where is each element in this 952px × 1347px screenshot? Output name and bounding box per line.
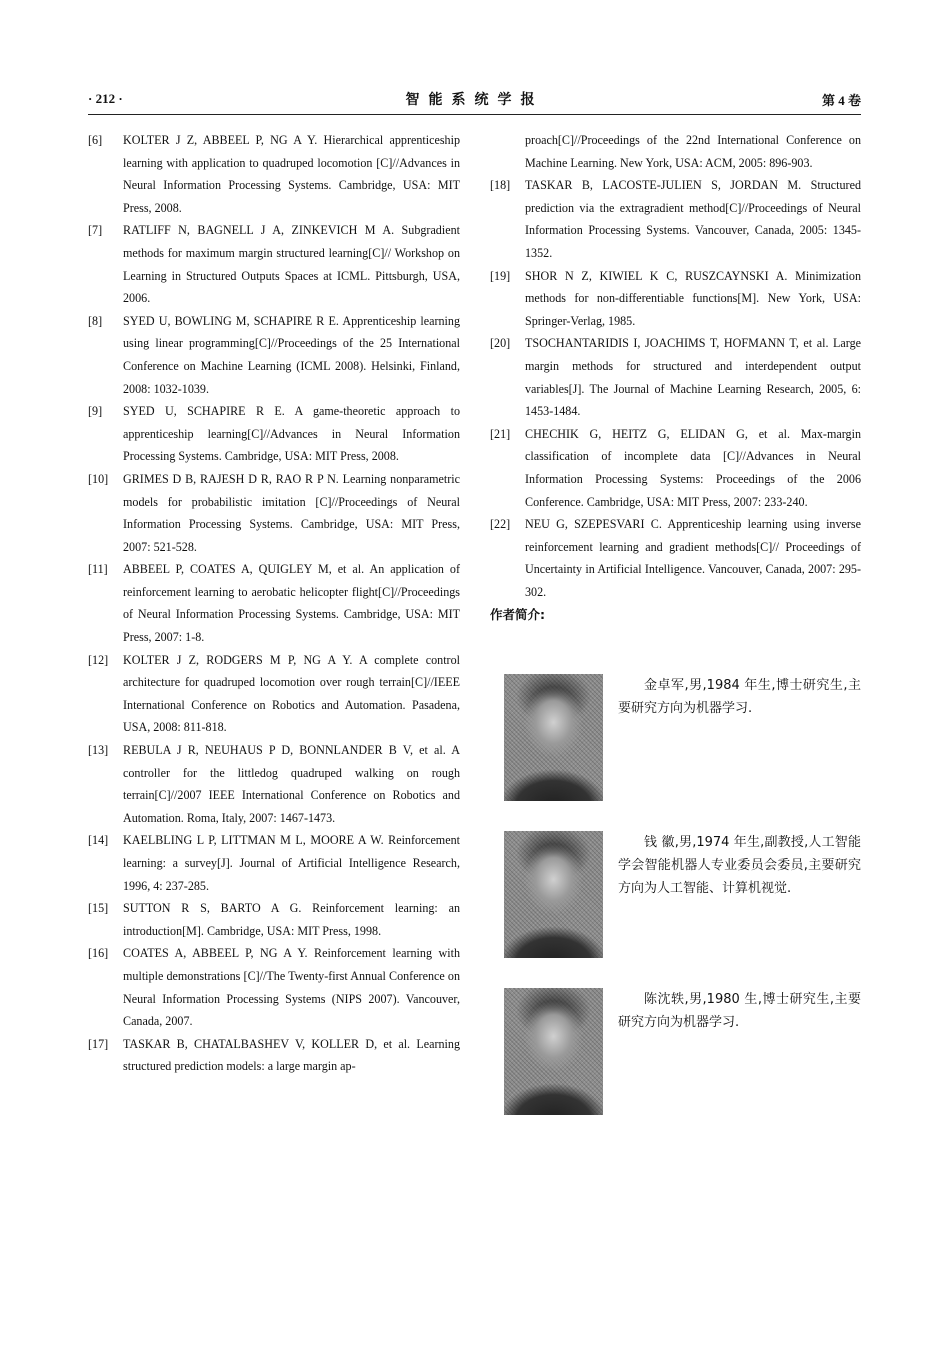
author-photo [504, 674, 603, 801]
reference-text: ABBEEL P, COATES A, QUIGLEY M, et al. An application of reinforcement learning to aerobatic helicopter flight[C]//Proceedings of Neural Information Processing Systems. Cambridge, USA: MIT Press, 2007: 1-8. [123, 562, 460, 645]
reference-text: KOLTER J Z, ABBEEL P, NG A Y. Hierarchical apprenticeship learning with application to quadruped locomotion [C]//Advances in Neural Information Processing Systems. Cambridge, USA: MIT Press, 2008. [123, 133, 460, 215]
reference-text: SYED U, SCHAPIRE R E. A game-theoretic approach to apprenticeship learning[C]//Advances in Neural Information Processing Systems. Cambridge, USA: MIT Press, 2008. [123, 404, 460, 464]
reference-text: proach[C]//Proceedings of the 22nd International Conference on Machine Learning. New York, USA: ACM, 2005: 896-903. [525, 133, 861, 170]
reference-number: [10] [88, 471, 109, 486]
reference-number: [7] [88, 223, 103, 238]
reference-text: NEU G, SZEPESVARI C. Apprenticeship learning using inverse reinforcement learning and gradient methods[C]// Proceedings of Uncertainty in Artificial Intelligence. Vancouver, Canada, 2007: 295-302. [525, 517, 861, 599]
reference-number: [17] [88, 1036, 109, 1051]
reference-item [88, 400, 460, 468]
author-photo [504, 988, 603, 1115]
reference-text: CHECHIK G, HEITZ G, ELIDAN G, et al. Max-margin classification of incomplete data [C]//Advances in Neural Information Processing Systems: Proceedings of the 2006 Conference. Cambridge, USA: MIT Press, 2007: 233-240. [525, 426, 861, 509]
reference-number: [12] [88, 652, 109, 667]
reference-number: [15] [88, 901, 109, 916]
author-photo [504, 831, 603, 958]
reference-text: SHOR N Z, KIWIEL K C, RUSZCAYNSKI A. Minimization methods for non-differentiable functions[M]. New York, USA: Springer-Verlag, 1985. [525, 268, 861, 328]
reference-item [490, 423, 861, 513]
reference-number: [22] [490, 517, 511, 532]
reference-number: [19] [490, 268, 511, 283]
reference-item [490, 265, 861, 333]
reference-number: [21] [490, 426, 511, 441]
author-bio-heading: 作者简介: [490, 607, 545, 623]
reference-text: TSOCHANTARIDIS I, JOACHIMS T, HOFMANN T, et al. Large margin methods for structured and interdependent output variables[J]. The Journal of Machine Learning Research, 2005, 6: 1453-1484. [525, 336, 861, 419]
reference-item [88, 829, 460, 897]
reference-item [490, 129, 861, 174]
author-bio-text: 陈沈轶,男,1980 生,博士研究生,主要研究方向为机器学习. [618, 992, 861, 1030]
reference-item [88, 739, 460, 829]
reference-text: TASKAR B, LACOSTE-JULIEN S, JORDAN M. Structured prediction via the extragradient method[C]//Proceedings of Neural Information Processing Systems. Vancouver, Canada, 2005: 1345-1352. [525, 178, 861, 260]
reference-item [88, 219, 460, 309]
reference-item [88, 649, 460, 739]
reference-number: [6] [88, 133, 103, 147]
reference-item [88, 942, 460, 1032]
reference-item [490, 513, 861, 603]
reference-text: SYED U, BOWLING M, SCHAPIRE R E. Apprenticeship learning using linear programming[C]//Proceedings of the 25 International Conference on Machine Learning (ICML 2008). Helsinki, Finland, 2008: 1032-1039. [123, 313, 460, 396]
running-header [88, 86, 861, 112]
reference-item [88, 897, 460, 942]
reference-number: [14] [88, 833, 109, 848]
reference-text: KOLTER J Z, RODGERS M P, NG A Y. A complete control architecture for quadruped locomotion over rough terrain[C]//IEEE International Conference on Robotics and Automation. Pasadena, USA, 2008: 811-818. [123, 652, 460, 735]
volume-label: 第 4 卷 [821, 93, 861, 108]
reference-number: [8] [88, 313, 103, 328]
reference-text: COATES A, ABBEEL P, NG A Y. Reinforcement learning with multiple demonstrations [C]//The Twenty-first Annual Conference on Neural Information Processing Systems (NIPS 2007). Vancouver, Canada, 2007. [123, 946, 460, 1029]
author-bio-text: 钱 徽,男,1974 年生,副教授,人工智能学会智能机器人专业委员会委员,主要研究方向为人工智能、计算机视觉. [618, 835, 861, 896]
author-bio [490, 988, 861, 1118]
reference-number: [18] [490, 178, 511, 193]
reference-item [88, 468, 460, 558]
reference-number: [9] [88, 404, 103, 419]
reference-number: [20] [490, 336, 511, 351]
journal-title: 智能系统学报 [405, 93, 544, 108]
author-bio [490, 831, 861, 961]
author-bio-text: 金卓军,男,1984 年生,博士研究生,主要研究方向为机器学习. [618, 678, 861, 716]
reference-text: KAELBLING L P, LITTMAN M L, MOORE A W. Reinforcement learning: a survey[J]. Journal of Artificial Intelligence Research, 1996, 4: 237-285. [123, 833, 460, 893]
references-right-column [490, 129, 861, 626]
author-bio [490, 674, 861, 804]
reference-number: [16] [88, 946, 109, 961]
header-rule [88, 114, 861, 115]
reference-item [88, 558, 460, 648]
reference-item [490, 174, 861, 264]
page-number: · 212 · [88, 91, 123, 106]
reference-item [490, 332, 861, 422]
reference-number: [13] [88, 743, 109, 758]
reference-text: SUTTON R S, BARTO A G. Reinforcement learning: an introduction[M]. Cambridge, USA: MIT Press, 1998. [123, 901, 460, 938]
reference-text: RATLIFF N, BAGNELL J A, ZINKEVICH M A. Subgradient methods for maximum margin structured learning[C]// Workshop on Learning in Structured Outputs Spaces at ICML. Pittsburgh, USA, 2006. [123, 223, 460, 306]
reference-item [88, 310, 460, 400]
references-left-column [88, 129, 460, 1078]
reference-number: [11] [88, 562, 108, 577]
reference-text: TASKAR B, CHATALBASHEV V, KOLLER D, et al. Learning structured prediction models: a large margin ap- [123, 1036, 460, 1074]
reference-item [88, 1033, 460, 1078]
reference-text: REBULA J R, NEUHAUS P D, BONNLANDER B V, et al. A controller for the littledog quadruped walking on rough terrain[C]//2007 IEEE International Conference on Robotics and Automation. Roma, Italy, 2007: 1467-1473. [123, 743, 460, 825]
reference-text: GRIMES D B, RAJESH D R, RAO R P N. Learning nonparametric models for probabilistic imitation [C]//Proceedings of Neural Information Processing Systems. Cambridge, USA: MIT Press, 2007: 521-528. [123, 471, 460, 554]
reference-item [88, 129, 460, 219]
